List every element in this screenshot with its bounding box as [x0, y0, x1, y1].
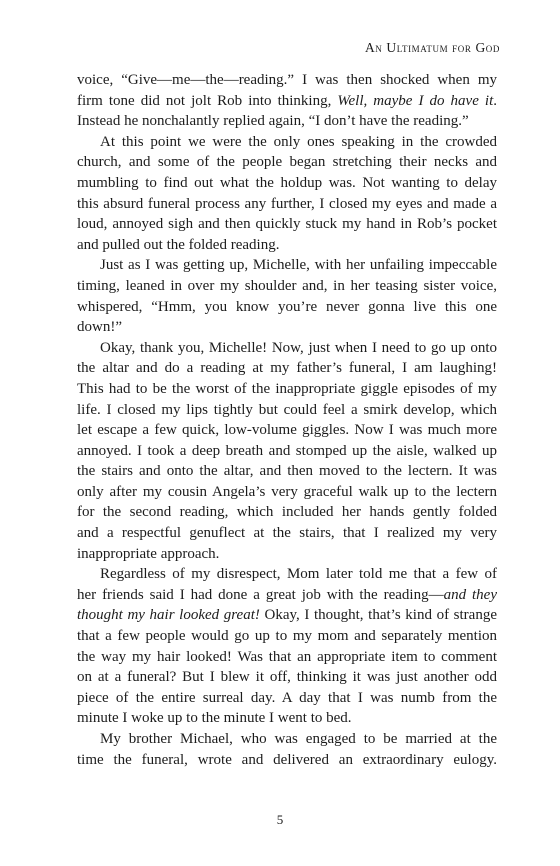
text-run: that a few people would go up to my mom and separately mention: [77, 628, 497, 645]
body-text: [77, 70, 497, 770]
text-line: [77, 688, 497, 709]
text-run: piece of the entire surreal day. A day that I was numb from the: [77, 689, 497, 706]
text-line: [77, 255, 497, 276]
text-run: and pulled out the folded reading.: [77, 236, 280, 253]
text-run: firm tone did not jolt Rob into thinking,: [77, 92, 338, 109]
text-run: whispered, “Hmm, you know you’re never gonna live this one: [77, 298, 497, 315]
text-line: [77, 585, 497, 606]
text-line: [77, 358, 497, 379]
italic-text: thought my hair looked great!: [77, 607, 260, 624]
text-line: [77, 276, 497, 297]
text-line: [77, 214, 497, 235]
text-run: My brother Michael, who was engaged to be married at the: [100, 731, 497, 747]
text-run: only after my cousin Angela’s very graceful walk up to the lectern: [77, 483, 497, 500]
italic-text: Well, maybe I do have it: [337, 92, 494, 109]
text-run: the way my hair looked! Was that an appropriate item to comment: [77, 648, 497, 665]
text-run: minute I woke up to the minute I went to bed.: [77, 710, 352, 727]
text-run: At this point we were the only ones speaking in the crowded: [100, 133, 497, 150]
text-line: [77, 235, 497, 256]
text-line: [77, 173, 497, 194]
text-run: timing, leaned in over my shoulder and, in her teasing sister voice,: [77, 277, 497, 294]
text-line: [77, 647, 497, 668]
text-line: [77, 317, 497, 338]
text-line: [77, 111, 497, 132]
text-line: [77, 400, 497, 421]
text-run: annoyed. I took a deep breath and stomped up the aisle, walked up: [77, 442, 497, 459]
text-run: .: [493, 92, 497, 109]
text-run: Regardless of my disrespect, Mom later told me that a few of: [100, 566, 497, 583]
italic-text: and they: [443, 586, 497, 603]
text-line: [77, 461, 497, 482]
text-line: [77, 132, 497, 153]
text-run: church, and some of the people began stretching their necks and: [77, 154, 497, 171]
text-run: voice, “Give—me—the—reading.” I was then shocked when my: [77, 72, 497, 88]
running-head: An Ultimatum for God: [364, 40, 500, 55]
text-line: [77, 441, 497, 462]
text-line: [77, 729, 497, 750]
text-run: inappropriate approach.: [77, 545, 220, 562]
text-line: [77, 420, 497, 441]
text-run: and a respectful genuflect at the stairs, that I realized my very: [77, 525, 497, 542]
text-run: Just as I was getting up, Michelle, with her unfailing impeccable: [100, 257, 497, 274]
text-line: [77, 708, 497, 729]
text-line: [77, 750, 497, 771]
text-line: [77, 626, 497, 647]
text-run: mumbling to find out what the holdup was. Not wanting to delay: [77, 174, 497, 191]
text-line: [77, 338, 497, 359]
text-line: [77, 70, 497, 91]
text-line: [77, 523, 497, 544]
text-line: [77, 91, 497, 112]
text-run: the altar and do a reading at my father’s funeral, I am laughing!: [77, 360, 497, 377]
text-line: [77, 379, 497, 400]
text-run: the stairs and onto the altar, and then moved to the lectern. It was: [77, 463, 497, 480]
text-run: Instead he nonchalantly replied again, “I don’t have the reading.”: [77, 113, 469, 130]
text-run: loud, annoyed sigh and then quickly stuck my hand in Rob’s pocket: [77, 216, 497, 233]
text-run: Okay, I thought, that’s kind of strange: [259, 607, 497, 624]
text-line: [77, 152, 497, 173]
text-line: [77, 564, 497, 585]
text-run: let escape a few quick, low-volume giggles. Now I was much more: [77, 422, 497, 439]
text-run: on at a funeral? But I blew it off, thinking it was just another odd: [77, 669, 497, 686]
page-number: 5: [276, 812, 284, 827]
text-run: This had to be the worst of the inappropriate giggle episodes of my: [77, 380, 497, 397]
text-line: [77, 297, 497, 318]
text-line: [77, 194, 497, 215]
text-run: time the funeral, wrote and delivered an extraordinary eulogy.: [77, 751, 497, 768]
text-run: her friends said I had done a great job with the reading—: [77, 586, 444, 603]
text-run: for the second reading, which included her hands gently folded: [77, 504, 497, 521]
text-run: Okay, thank you, Michelle! Now, just when I need to go up onto: [100, 339, 497, 356]
text-run: life. I closed my lips tightly but could feel a smirk develop, which: [77, 401, 497, 418]
text-line: [77, 502, 497, 523]
text-line: [77, 667, 497, 688]
text-line: [77, 544, 497, 565]
text-line: [77, 482, 497, 503]
text-line: [77, 605, 497, 626]
text-run: this absurd funeral process any further, I closed my eyes and made a: [77, 195, 497, 212]
text-run: down!”: [77, 319, 122, 336]
